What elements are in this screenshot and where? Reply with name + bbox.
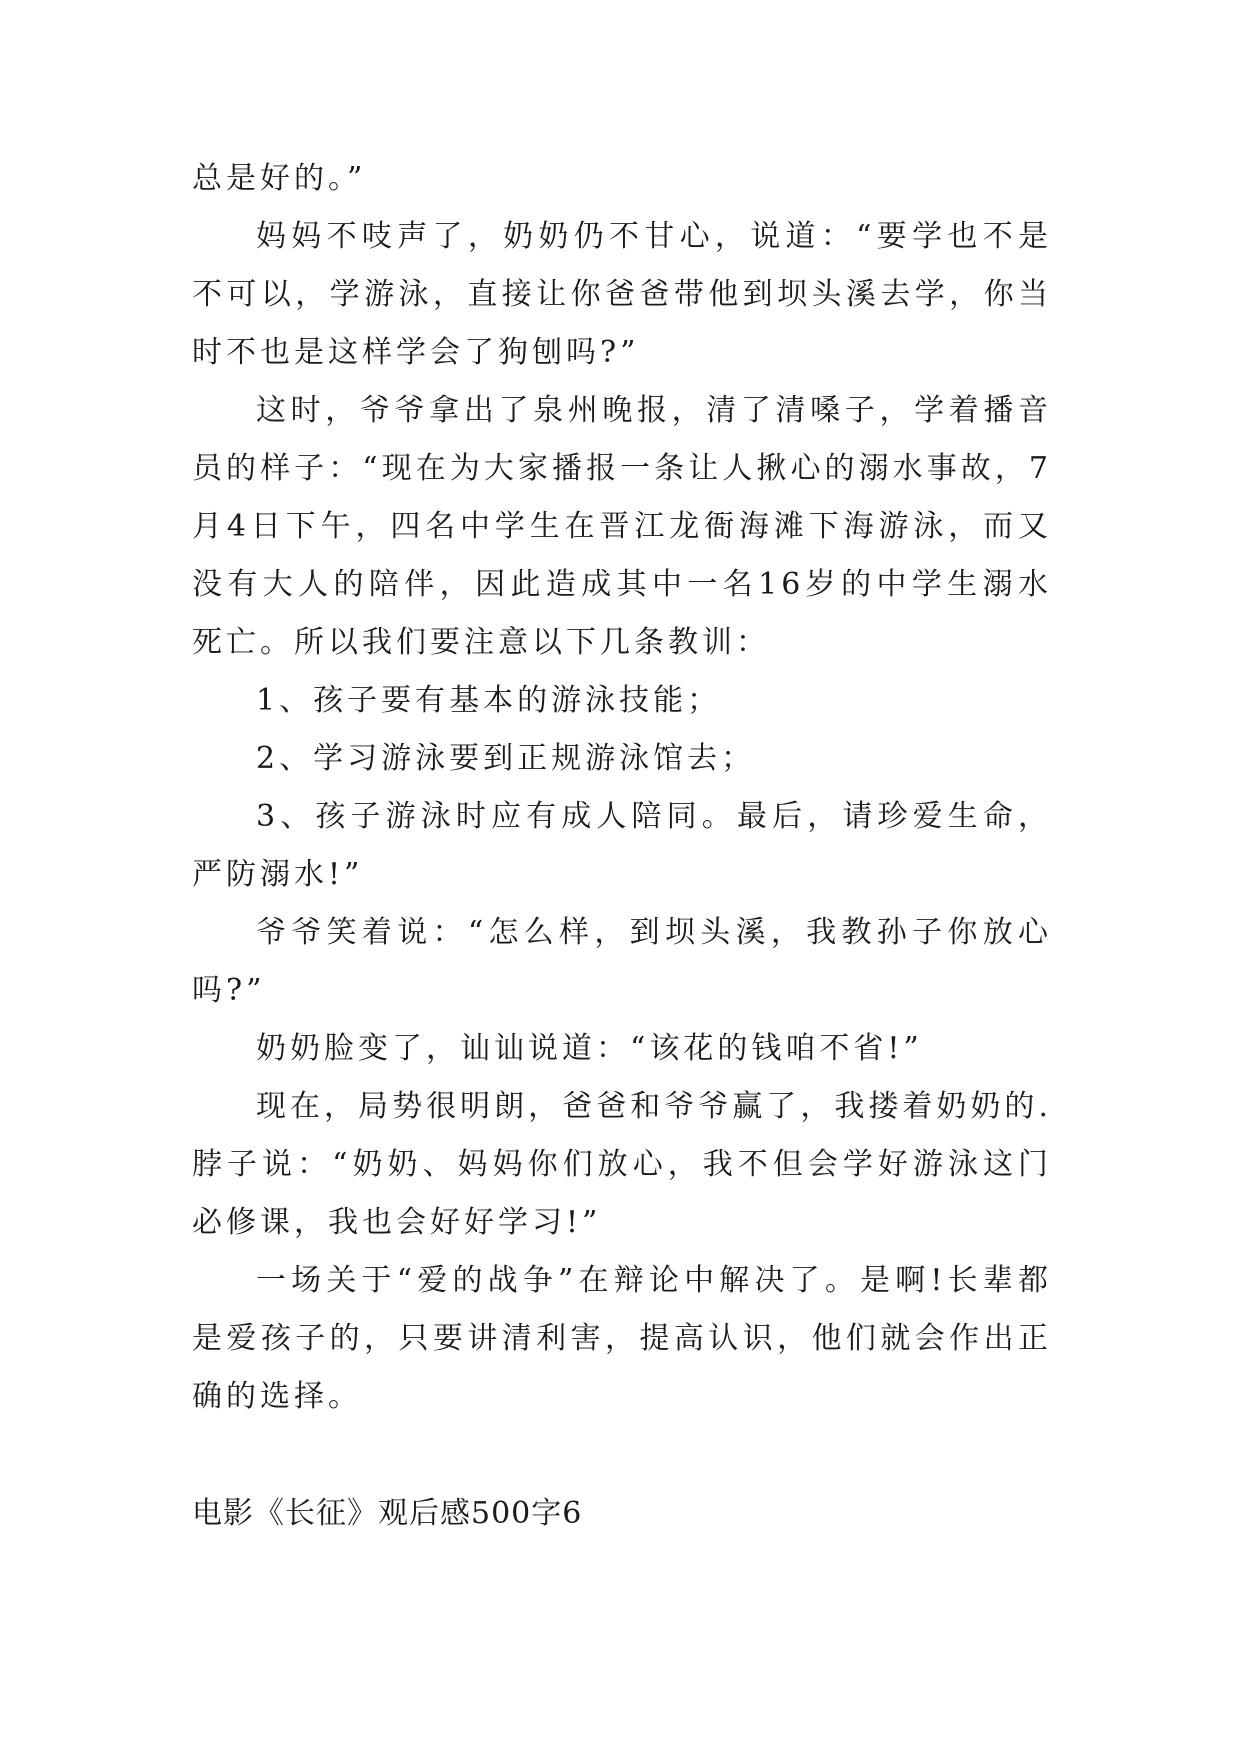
- list-item-3: 3、孩子游泳时应有成人陪同。最后，请珍爱生命，严防溺水!”: [192, 799, 1052, 892]
- paragraph-3: 这时，爷爷拿出了泉州晚报，清了清嗓子，学着播音员的样子：“现在为大家播报一条让人揪心的溺水事故，7月4日下午，四名中学生在晋江龙衙海滩下海游泳，而又没有大人的陪伴，因此造成其中一名16岁的中学生溺水死亡。所以我们要注意以下几条教训：: [192, 393, 1052, 660]
- list-item-2: 2、学习游泳要到正规游泳馆去；: [256, 741, 756, 776]
- paragraph-2: 妈妈不吱声了，奶奶仍不甘心，说道：“要学也不是不可以，学游泳，直接让你爸爸带他到坝头溪去学，你当时不也是这样学会了狗刨吗?”: [192, 219, 1052, 370]
- paragraph-5: 奶奶脸变了，讪讪说道：“该花的钱咱不省!”: [256, 1031, 923, 1066]
- list-item-1: 1、孩子要有基本的游泳技能；: [256, 683, 722, 718]
- paragraph-6: 现在，局势很明朗，爸爸和爷爷赢了，我搂着奶奶的.脖子说：“奶奶、妈妈你们放心，我不但会学好游泳这门必修课，我也会好好学习!”: [192, 1089, 1052, 1240]
- document-body: [192, 150, 1052, 1426]
- paragraph-1: 总是好的。”: [192, 161, 367, 196]
- section-title: 电影《长征》观后感500字6: [192, 1496, 583, 1531]
- paragraph-7: 一场关于“爱的战争”在辩论中解决了。是啊!长辈都是爱孩子的，只要讲清利害，提高认识，他们就会作出正确的选择。: [192, 1263, 1052, 1414]
- paragraph-4: 爷爷笑着说：“怎么样，到坝头溪，我教孙子你放心吗?”: [192, 915, 1052, 1008]
